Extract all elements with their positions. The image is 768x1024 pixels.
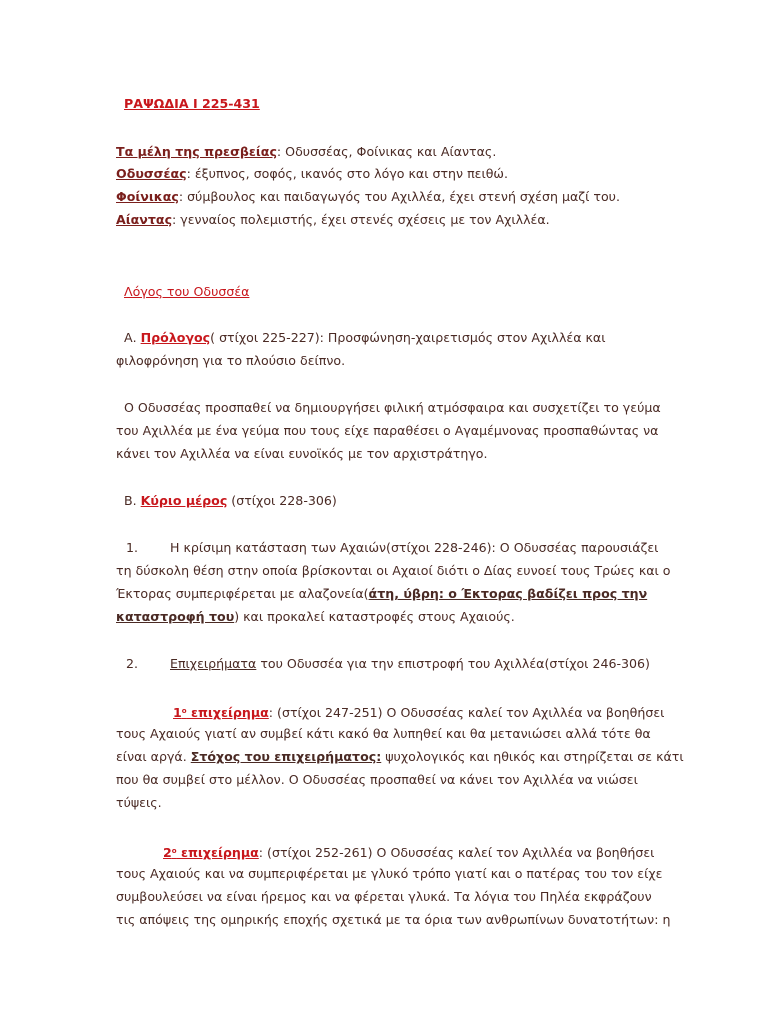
arg2-ordinal: ο	[171, 847, 177, 855]
section-b-label: Κύριο μέρος	[140, 493, 228, 508]
phoenix-label: Φοίνικας	[116, 189, 179, 204]
item1-emphasis-2: καταστροφή του	[116, 609, 235, 624]
arg1-line3-pre: είναι αργά.	[116, 749, 191, 764]
arg2-line2: τους Αχαιούς και να συμπεριφέρεται με γλυκό τρόπο γιατί και ο πατέρας του τον είχε	[116, 866, 663, 881]
arg2-line4: τις απόψεις της ομηρικής εποχής σχετικά με τα όρια των ανθρωπίνων δυνατοτήτων: η	[116, 912, 671, 927]
item1-line1: Η κρίσιμη κατάσταση των Αχαιών(στίχοι 228-246): Ο Οδυσσέας παρουσιάζει	[170, 540, 659, 555]
ajax-line	[116, 212, 550, 228]
section-a-prefix: Α.	[124, 330, 141, 345]
arg2-line3: συμβουλεύσει να είναι ήρεμος και να φέρεται γλυκά. Τα λόγια του Πηλέα εκφράζουν	[116, 889, 652, 904]
arg1-line3-post: ψυχολογικός και ηθικός και στηρίζεται σε κάτι	[381, 749, 684, 764]
para-a-line3: κάνει τον Αχιλλέα να είναι ευνοϊκός με τον αρχιστράτηγο.	[116, 446, 488, 461]
para-a-line1: Ο Οδυσσέας προσπαθεί να δημιουργήσει φιλική ατμόσφαιρα και συσχετίζει το γεύμα	[124, 400, 661, 415]
arg1-number: 1	[173, 705, 182, 720]
arg2-label	[163, 845, 259, 860]
document-title: ΡΑΨΩΔΙΑ Ι 225-431	[124, 96, 260, 111]
section-b-prefix: Β.	[124, 493, 141, 508]
members-text: : Οδυσσέας, Φοίνικας και Αίαντας.	[276, 144, 497, 159]
item1-line3	[116, 586, 647, 602]
arg2-text: : (στίχοι 252-261) Ο Οδυσσέας καλεί τον Αχιλλέα να βοηθήσει	[258, 845, 655, 860]
section-a-line1	[124, 330, 606, 346]
arg1-text: : (στίχοι 247-251) Ο Οδυσσέας καλεί τον Αχιλλέα να βοηθήσει	[268, 705, 665, 720]
arg2-number: 2	[163, 845, 172, 860]
section-b-text: (στίχοι 228-306)	[227, 493, 337, 508]
odysseus-label: Οδυσσέας	[116, 166, 187, 181]
arg1-label-text: επιχείρημα	[186, 705, 269, 720]
arg1-line4: που θα συμβεί στο μέλλον. Ο Οδυσσέας προσπαθεί να κάνει τον Αχιλλέα να νιώσει	[116, 772, 638, 787]
item1-number: 1.	[126, 540, 139, 555]
arg1-label	[173, 705, 269, 720]
section-a-label: Πρόλογος	[140, 330, 211, 345]
arg2-line1	[163, 843, 654, 861]
arg1-line3	[116, 749, 684, 765]
odysseus-line	[116, 166, 508, 182]
members-label: Τα μέλη της πρεσβείας	[116, 144, 277, 159]
arg1-line2: τους Αχαιούς γιατί αν συμβεί κάτι κακό θα λυπηθεί και θα μετανιώσει αλλά τότε θα	[116, 726, 651, 741]
speech-heading: Λόγος του Οδυσσέα	[124, 284, 250, 299]
arg1-goal-label: Στόχος του επιχειρήματος:	[190, 749, 382, 764]
section-a-line2: φιλοφρόνηση για το πλούσιο δείπνο.	[116, 353, 346, 368]
members-line	[116, 144, 496, 160]
item1-line3-text: Έκτορας συμπεριφέρεται με αλαζονεία(	[116, 586, 369, 601]
odysseus-text: : έξυπνος, σοφός, ικανός στο λόγο και στην πειθώ.	[186, 166, 508, 181]
para-a-line2: του Αχιλλέα με ένα γεύμα που τους είχε παραθέσει ο Αγαμέμνονας προσπαθώντας να	[116, 423, 659, 438]
arg1-ordinal: ο	[181, 707, 187, 715]
ajax-text: : γενναίος πολεμιστής, έχει στενές σχέσεις με τον Αχιλλέα.	[172, 212, 550, 227]
section-a-text: ( στίχοι 225-227): Προσφώνηση-χαιρετισμός στον Αχιλλέα και	[210, 330, 606, 345]
item2-line	[170, 656, 650, 672]
item1-line2: τη δύσκολη θέση στην οποία βρίσκονται οι Αχαιοί διότι ο Δίας ευνοεί τους Τρώες και ο	[116, 563, 671, 578]
item2-text: του Οδυσσέα για την επιστροφή του Αχιλλέα(στίχοι 246-306)	[256, 656, 650, 671]
phoenix-line	[116, 189, 620, 205]
phoenix-text: : σύμβουλος και παιδαγωγός του Αχιλλέα, έχει στενή σχέση μαζί του.	[178, 189, 620, 204]
item2-label: Επιχειρήματα	[170, 656, 257, 671]
item1-emphasis-1: άτη, ύβρη: ο Έκτορας βαδίζει προς την	[368, 586, 648, 601]
arg1-line5: τύψεις.	[116, 795, 162, 810]
item2-number: 2.	[126, 656, 139, 671]
section-b-line	[124, 493, 337, 509]
item1-line4	[116, 609, 515, 625]
item1-line4-text: ) και προκαλεί καταστροφές στους Αχαιούς.	[234, 609, 515, 624]
ajax-label: Αίαντας	[116, 212, 173, 227]
arg1-line1	[173, 703, 664, 721]
arg2-label-text: επιχείρημα	[176, 845, 259, 860]
